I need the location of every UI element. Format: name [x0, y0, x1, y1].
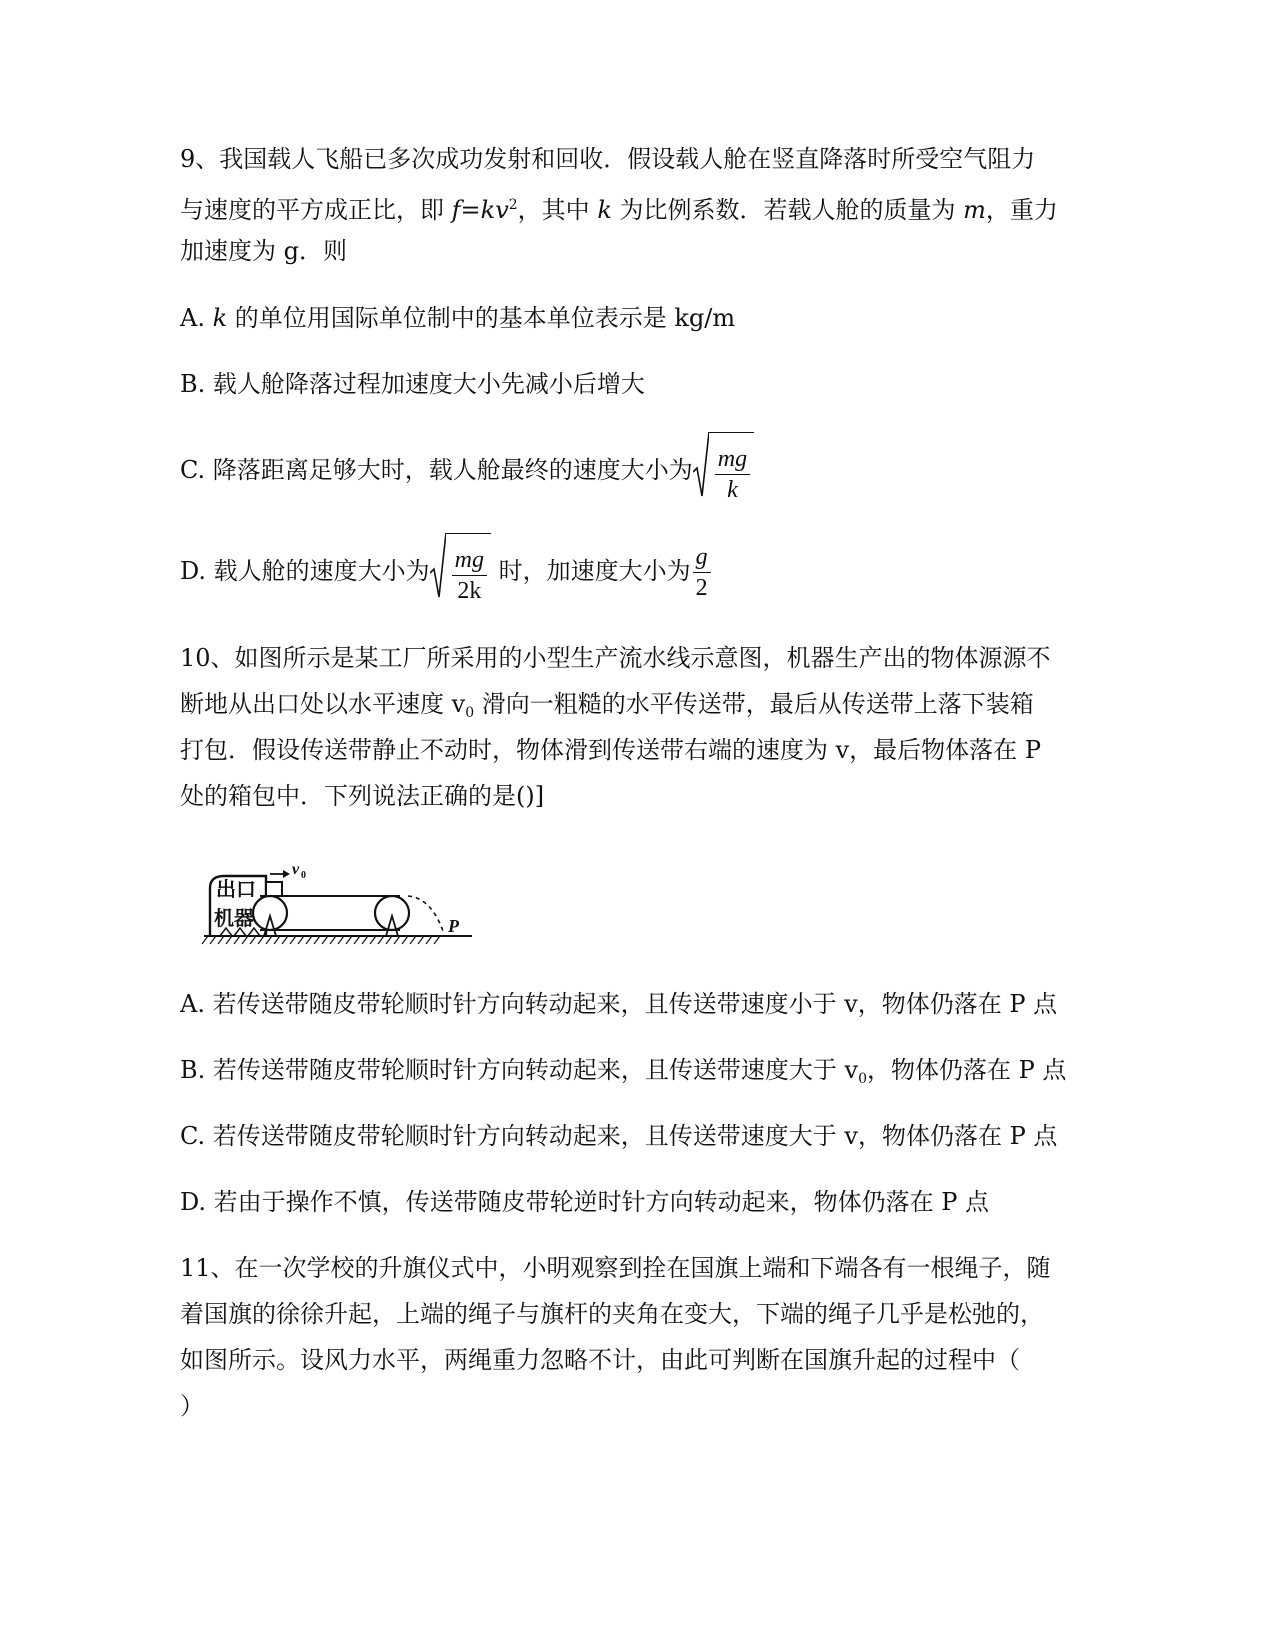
fraction-numerator: mg — [715, 444, 750, 475]
point-p-label: P — [448, 916, 459, 936]
q9-option-d-fraction — [452, 545, 487, 606]
q9-option-b: B. 载人舱降落过程加速度大小先减小后增大 — [180, 370, 645, 398]
fraction-numerator: mg — [452, 545, 487, 576]
q9-var-f: f — [451, 196, 461, 224]
q9-line-2-end: ，重力 — [985, 196, 1058, 224]
q9-option-a-var-k: k — [212, 304, 228, 332]
sqrt-symbol — [693, 432, 754, 511]
q10-line-2-text: 断地从出口处以水平速度 v — [180, 690, 466, 718]
q9-option-d-mid: 时，加速度大小为 — [491, 557, 691, 585]
q9-equals: = — [460, 196, 481, 224]
q9-option-d-accel-fraction — [693, 542, 711, 603]
q10-option-d: D. 若由于操作不慎，传送带随皮带轮逆时针方向转动起来，物体仍落在 P 点 — [180, 1188, 990, 1216]
q9-line-2-text: 与速度的平方成正比，即 — [180, 196, 452, 224]
q10-option-b — [180, 1052, 1066, 1097]
q9-exponent: 2 — [508, 197, 518, 213]
q9-line-2-post: 为比例系数．若载人舱的质量为 — [611, 196, 964, 224]
q9-var-k-2: k — [597, 196, 612, 224]
q10-line-3: 打包．假设传送带静止不动时，物体滑到传送带右端的速度为 v，最后物体落在 P — [180, 736, 1041, 764]
fraction-numerator: g — [693, 542, 711, 573]
q9-var-k: k — [480, 196, 496, 224]
fraction-denominator: k — [727, 477, 738, 503]
machine-label: 机器 — [214, 906, 254, 930]
q10-line-2-post: 滑向一粗糙的水平传送带，最后从传送带上落下装箱 — [474, 690, 1034, 718]
q9-line-2-mid: ，其中 — [517, 196, 598, 224]
q9-option-a-label: A. — [180, 304, 213, 332]
velocity-subscript: 0 — [301, 870, 306, 881]
q9-option-a — [180, 300, 735, 336]
q10-line-1: 10、如图所示是某工厂所采用的小型生产流水线示意图，机器生产出的物体源源不 — [180, 644, 1051, 672]
q10-option-b-post: ，物体仍落在 P 点 — [867, 1056, 1067, 1084]
q9-line-1: 9、我国载人飞船已多次成功发射和回收．假设载人舱在竖直降落时所受空气阻力 — [180, 145, 1036, 173]
q9-var-m: m — [963, 196, 986, 224]
sqrt-symbol — [430, 533, 491, 612]
q9-option-c-fraction — [715, 444, 750, 505]
q9-line-3: 加速度为 g．则 — [180, 237, 347, 265]
q11-line-4: ） — [180, 1392, 204, 1420]
q9-option-d-text: D. 载人舱的速度大小为 — [180, 557, 430, 585]
q9-line-2 — [180, 187, 1058, 228]
q9-option-a-text: 的单位用国际单位制中的基本单位表示是 kg/m — [227, 304, 736, 332]
q10-option-c: C. 若传送带随皮带轮顺时针方向转动起来，且传送带速度大于 v，物体仍落在 P 点 — [180, 1122, 1058, 1150]
conveyor-belt-diagram — [200, 862, 480, 954]
velocity-label: v — [292, 862, 300, 878]
q9-option-c — [180, 432, 754, 511]
fraction-denominator: 2 — [695, 575, 708, 601]
q9-option-c-text: C. 降落距离足够大时，载人舱最终的速度大小为 — [180, 456, 693, 484]
q10-option-b-subscript: 0 — [858, 1071, 868, 1087]
q10-option-b-text: B. 若传送带随皮带轮顺时针方向转动起来，且传送带速度大于 v — [180, 1056, 859, 1084]
q9-var-v: v — [495, 196, 509, 224]
q10-line-2 — [180, 686, 1034, 731]
q10-option-a: A. 若传送带随皮带轮顺时针方向转动起来，且传送带速度小于 v，物体仍落在 P 点 — [180, 990, 1058, 1018]
q10-line-4: 处的箱包中．下列说法正确的是()] — [180, 782, 545, 810]
q11-line-2: 着国旗的徐徐升起，上端的绳子与旗杆的夹角在变大，下端的绳子几乎是松弛的， — [180, 1300, 1044, 1328]
q11-line-3: 如图所示。设风力水平，两绳重力忽略不计，由此可判断在国旗升起的过程中（ — [180, 1346, 1020, 1374]
q10-subscript: 0 — [465, 705, 475, 721]
q9-option-d — [180, 533, 713, 612]
exit-label: 出口 — [216, 877, 256, 901]
q11-line-1: 11、在一次学校的升旗仪式中，小明观察到拴在国旗上端和下端各有一根绳子，随 — [180, 1254, 1051, 1282]
fraction-denominator: 2k — [457, 578, 482, 604]
